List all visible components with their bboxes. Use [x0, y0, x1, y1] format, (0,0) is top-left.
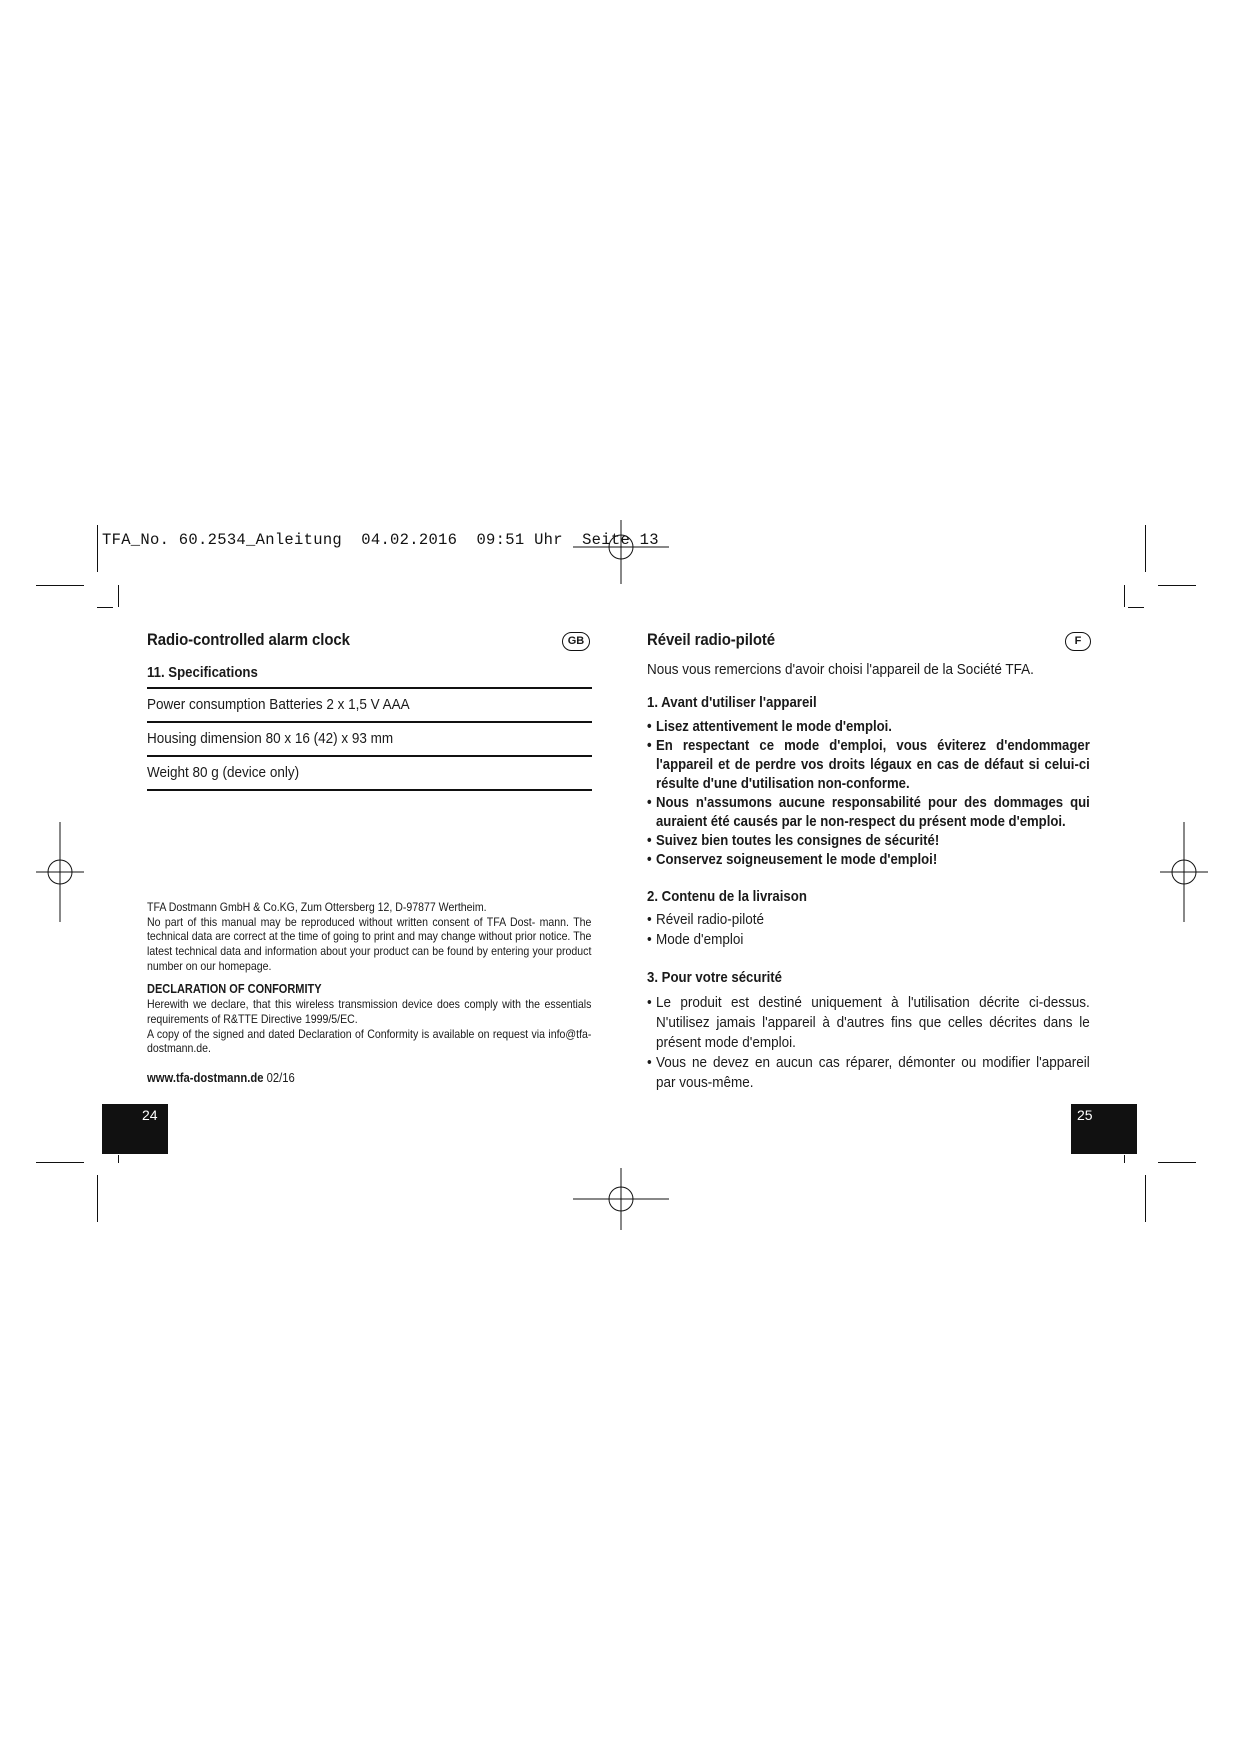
print-slug: TFA_No. 60.2534_Anleitung 04.02.2016 09:51 Uhr Seite 13 [102, 531, 659, 549]
section1-list [647, 718, 1090, 870]
registration-mark-top [573, 520, 669, 584]
page-number-left: 24 [142, 1107, 158, 1123]
lang-badge-f: F [1065, 632, 1091, 651]
list-item: • Le produit est destiné uniquement à l'utilisation décrite ci-dessus. N'utilisez jamais l'appareil à d'autres fins que celles décrites dans le présent mode d'emploi. [647, 994, 1090, 1051]
spec-row [147, 689, 592, 723]
list-item: • Suivez bien toutes les consignes de sécurité! [647, 833, 940, 849]
imprint-block [147, 900, 591, 1056]
lang-badge-gb: GB [562, 632, 590, 651]
list-item: • Réveil radio-piloté [647, 911, 765, 928]
specs-section-header [147, 659, 592, 689]
spec-housing: Housing dimension 80 x 16 (42) x 93 mm [147, 730, 394, 747]
section2-list [647, 910, 1084, 950]
page-number-right: 25 [1077, 1107, 1093, 1123]
spec-row [147, 757, 592, 791]
page-number-box-right [1071, 1104, 1137, 1154]
spec-weight: Weight 80 g (device only) [147, 764, 300, 781]
left-page-title: Radio-controlled alarm clock [147, 630, 350, 649]
declaration-heading: DECLARATION OF CONFORMITY [147, 981, 322, 996]
website-link[interactable]: www.tfa-dostmann.de [147, 1071, 264, 1085]
spec-power: Power consumption Batteries 2 x 1,5 V AAA [147, 696, 410, 713]
list-item: • Lisez attentivement le mode d'emploi. [647, 719, 892, 735]
declaration-copy-text: A copy of the signed and dated Declaration of Conformity is available on request via info@tfa-dostmann.de. [147, 1026, 592, 1056]
page-number-box-left [102, 1104, 168, 1154]
right-page-title: Réveil radio-piloté [647, 630, 776, 649]
list-item: • Nous n'assumons aucune responsabilité pour des dommages qui auraient été causés par le non-respect du présent mode d'emploi. [647, 795, 1090, 830]
spec-row [147, 723, 592, 757]
intro-text: Nous vous remercions d'avoir choisi l'appareil de la Société TFA. [647, 661, 1034, 678]
registration-mark-right [1160, 822, 1208, 922]
section3-list [647, 993, 1090, 1093]
website-line [147, 1071, 295, 1085]
section2-title: 2. Contenu de la livraison [647, 888, 807, 905]
list-item: • Mode d'emploi [647, 931, 744, 948]
list-item: • En respectant ce mode d'emploi, vous éviterez d'endommager l'appareil et de perdre vos droits légaux en cas de défaut si celui-ci résulte d'une d'utilisation non-conforme. [647, 738, 1090, 792]
edition-date: 02/16 [266, 1071, 295, 1085]
specs-section-title: 11. Specifications [147, 664, 258, 681]
section3-title: 3. Pour votre sécurité [647, 969, 782, 986]
registration-mark-bottom [573, 1168, 669, 1230]
section1-title: 1. Avant d'utiliser l'appareil [647, 694, 817, 711]
copyright-notice: No part of this manual may be reproduced without written consent of TFA Dost- mann. The technical data are correct at the time of going to print and may change without prior notice. The latest technical data and information about your product can be found by entering your product number on our homepage. [147, 914, 592, 973]
registration-mark-left [36, 822, 84, 922]
list-item: • Vous ne devez en aucun cas réparer, démonter ou modifier l'appareil par vous-même. [647, 1054, 1090, 1091]
list-item: • Conservez soigneusement le mode d'emploi! [647, 852, 938, 868]
declaration-text: Herewith we declare, that this wireless transmission device does comply with the essentials requirements of R&TTE Directive 1999/5/EC. [147, 997, 592, 1026]
company-address: TFA Dostmann GmbH & Co.KG, Zum Ottersberg 12, D-97877 Wertheim. [147, 900, 487, 914]
